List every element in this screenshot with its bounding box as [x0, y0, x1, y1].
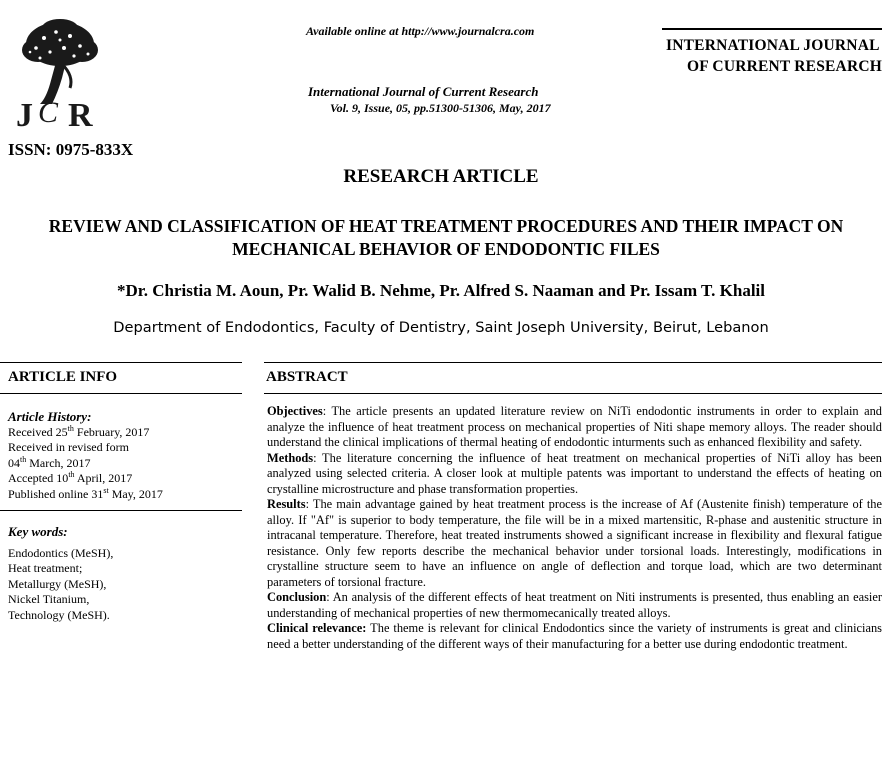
- available-online[interactable]: Available online at http://www.journalcra.com: [306, 24, 535, 38]
- article-history: [8, 409, 242, 502]
- journal-name: International Journal of Current Research: [308, 84, 539, 99]
- issn: ISSN: 0975-833X: [8, 140, 134, 159]
- history-label: Article History:: [8, 409, 92, 424]
- keyword-item: Heat treatment;: [8, 561, 83, 575]
- keyword-item: Technology (MeSH).: [8, 607, 110, 622]
- keyword-item: Metallurgy (MeSH),: [8, 576, 107, 591]
- divider: [0, 362, 242, 363]
- abstract-body: [267, 404, 882, 652]
- divider: [264, 362, 882, 363]
- svg-text:J: J: [16, 97, 33, 130]
- received-date: Received 25th February, 2017: [8, 423, 150, 439]
- journal-logo: [10, 18, 110, 130]
- title-line: MECHANICAL BEHAVIOR OF ENDODONTIC FILES: [232, 239, 660, 259]
- revised-label: Received in revised form: [8, 440, 129, 454]
- tree-logo-icon: [10, 18, 110, 130]
- divider: [264, 393, 882, 394]
- abstract-results: Results: The main advantage gained by heat treatment process is the increase of Af (Austenite finish) temperature of the alloy. If "Af" is superior to body temperature, the file will be in a mixed martensitic, R-phase and austenitic structure in intracanal temperature. Therefore, heat treated instruments showed a significant increase in flexibility and flexural fatigue resistance. Only few reports describe the mechanical behavior under torsional loads. Interestingly, modifications in crystalline structure seem to have an influence on angle of deflection and torque load, which are two determinant parameters of torsional fracture.: [267, 497, 882, 589]
- abstract-objectives: Objectives: The article presents an updated literature review on NiTi endodontic instruments in order to explain and analyze the influence of heat treatment process on mechanical properties of Niti shape memory alloys. The reader should understand the clinical implications of thermal heating of endodontic inturments such as enhanced flexibility and safety.: [267, 404, 882, 449]
- abstract-methods: Methods: The literature concerning the influence of heat treatment on mechanical properties of NiTi alloy has been analyzed using selected criteria. A closer look at multiple patents was important to understand the effects of heating on crystalline microstructure and phase transformation properties.: [267, 450, 882, 496]
- divider: [0, 393, 242, 394]
- revised-date: 04th March, 2017: [8, 454, 91, 470]
- accepted-date: Accepted 10th April, 2017: [8, 470, 133, 485]
- abstract-conclusion: Conclusion: An analysis of the different effects of heat treatment on Niti instruments is presented, thus enabling an easier understanding of mechanical properties of new thermomecanically treated alloys.: [267, 590, 882, 620]
- svg-text:R: R: [68, 97, 93, 130]
- divider: [0, 510, 242, 511]
- volume-info: Vol. 9, Issue, 05, pp.51300-51306, May, 2017: [330, 101, 551, 115]
- journal-brand-line1: INTERNATIONAL JOURNAL: [666, 37, 880, 54]
- keyword-item: Nickel Titanium,: [8, 592, 90, 606]
- article-info-heading: ARTICLE INFO: [8, 369, 118, 385]
- keywords-label: Key words:: [8, 524, 68, 539]
- journal-brand-line2: OF CURRENT RESEARCH: [687, 58, 882, 75]
- affiliation: Department of Endodontics, Faculty of Dentistry, Saint Joseph University, Beirut, Lebanon: [113, 319, 769, 336]
- brand-divider: [662, 28, 882, 30]
- svg-text:C: C: [38, 96, 59, 129]
- keyword-item: Endodontics (MeSH),: [8, 545, 114, 560]
- abstract-relevance: Clinical relevance: The theme is relevant for clinical Endodontics since the variety of instruments is great and clinicians need a better understanding of the different ways of their manufacturing for a better use during endodontic treatment.: [267, 621, 882, 651]
- abstract-heading: ABSTRACT: [266, 369, 348, 385]
- article-type: RESEARCH ARTICLE: [343, 166, 539, 187]
- authors: *Dr. Christia M. Aoun, Pr. Walid B. Nehme, Pr. Alfred S. Naaman and Pr. Issam T. Khalil: [117, 281, 765, 300]
- article-title: [20, 215, 872, 261]
- keywords: [8, 524, 242, 623]
- logo-text: [16, 96, 93, 130]
- title-line: REVIEW AND CLASSIFICATION OF HEAT TREATMENT PROCEDURES AND THEIR IMPACT ON: [48, 216, 844, 236]
- published-date: Published online 31st May, 2017: [8, 485, 163, 501]
